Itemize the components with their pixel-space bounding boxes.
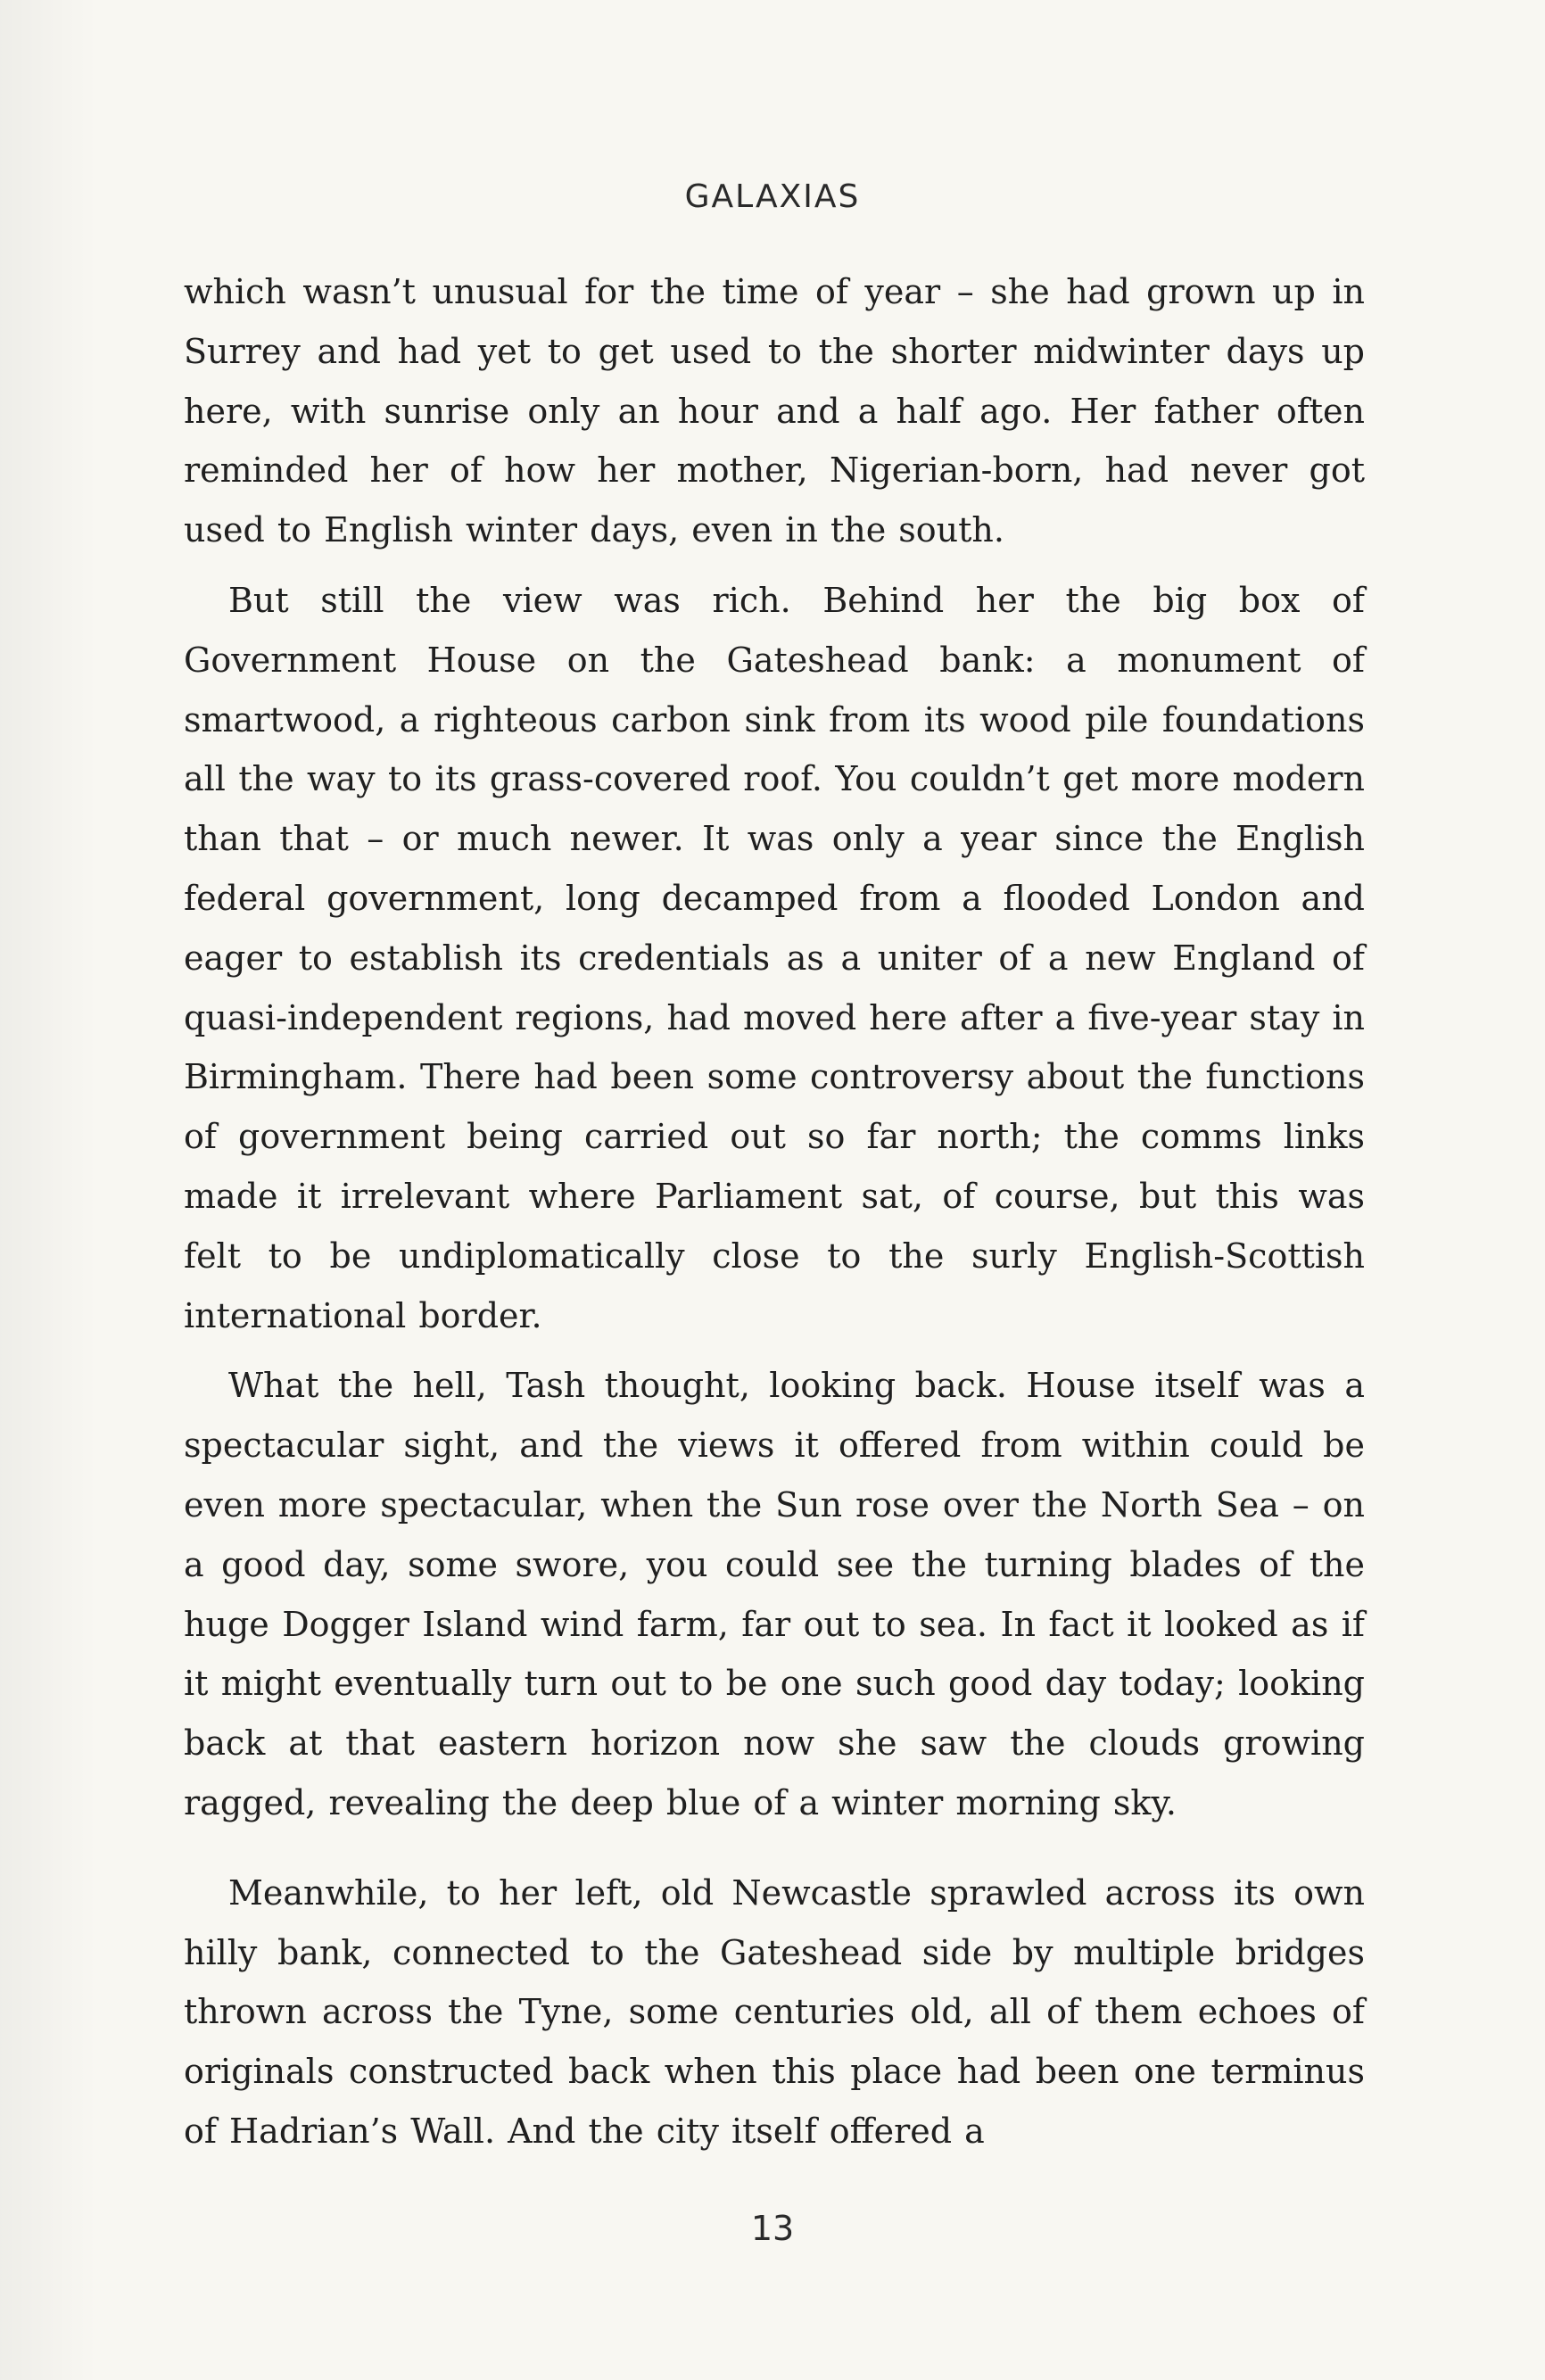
paragraph-3: What the hell, Tash thought, looking back. House itself was a spectacular sight, and the views it offered from within could be even more spectacular, when the Sun rose over the North Sea – on a good day, some swore, you could see the turning blades of the huge Dogger Island wind farm, far out to sea. In fact it looked as if it might eventually turn out to be one such good day today; looking back at that eastern horizon now she saw the clouds growing ragged, revealing the deep blue of a winter morning sky. bbox=[184, 1366, 1365, 1822]
gutter-shadow bbox=[0, 0, 98, 2380]
paragraph-1: which wasn’t unusual for the time of year – she had grown up in Surrey and had yet to get used to the shorter midwinter days up here, with sunrise only an hour and a half ago. Her father often reminded her of how her mother, Nigerian-born, had never got used to English winter days, even in the south. bbox=[184, 272, 1365, 550]
body-text bbox=[184, 262, 1365, 2161]
page-number: 13 bbox=[750, 2209, 795, 2248]
paragraph-2: But still the view was rich. Behind her the big box of Government House on the Gateshead bank: a monument of smartwood, a righteous carbon sink from its wood pile foundations all the way to its grass-covered roof. You couldn’t get more modern than that – or much newer. It was only a year since the English federal government, long decamped from a flooded London and eager to establish its credentials as a uniter of a new England of quasi-independent regions, had moved here after a five-year stay in Birmingham. There had been some controversy about the functions of government being carried out so far north; the comms links made it irrelevant where Parliament sat, of course, but this was felt to be undiplomatically close to the surly English-Scottish international border. bbox=[184, 580, 1366, 1335]
paragraph-4: Meanwhile, to her left, old Newcastle sprawled across its own hilly bank, connected to the Gateshead side by multiple bridges thrown across the Tyne, some centuries old, all of them echoes of originals constructed back when this place had been one terminus of Hadrian’s Wall. And the city itself offered a bbox=[184, 1872, 1365, 2151]
running-head: GALAXIAS bbox=[684, 178, 861, 215]
